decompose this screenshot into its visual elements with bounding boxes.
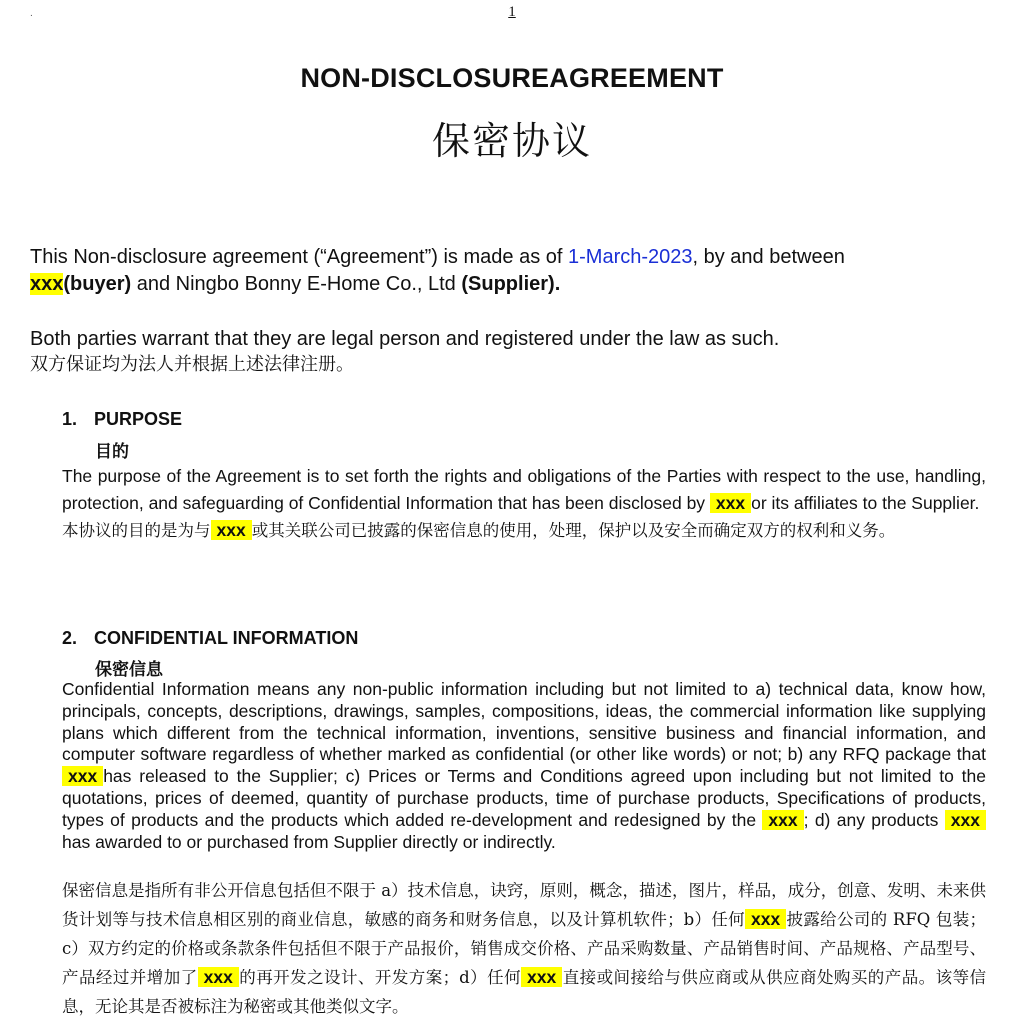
confidential-english-4: has awarded to or purchased from Supplier directly or indirectly. <box>62 831 556 852</box>
confidential-chinese-paragraph <box>62 876 986 1021</box>
document-title: NON-DISCLOSUREAGREEMENT <box>300 63 724 93</box>
section-subtitle-purpose: 目的 <box>95 442 129 462</box>
confidential-chinese-placeholder-3: xxx <box>521 967 562 987</box>
purpose-paragraph <box>62 463 986 544</box>
confidential-english-1: Confidential Information means any non-public information including but not limited to a) technical data, know how, principals, concepts, descriptions, drawings, samples, compositions, ideas, the commercial information like supplying plans which different from the technical information, inventions, sensitive business and financial information, and computer software regardless of whether marked as confidential (or other like words) or not; b) any RFQ package that <box>62 679 986 765</box>
warrant-chinese: 双方保证均为法人并根据上述法律注册。 <box>30 354 354 375</box>
intro-paragraph <box>30 244 910 298</box>
confidential-chinese-2: 披露给公司的 RFQ 包装；c）双方约定的价格或条款条件包括但不限于产品报价，销售成交价格、产品采购数量、产品销售时间、产品规格、产品型号、产品经过并增加了 <box>62 910 987 987</box>
confidential-english-placeholder-3: xxx <box>945 810 986 830</box>
purpose-english-1: The purpose of the Agreement is to set forth the rights and obligations of the Parties with respect to the use, handling, protection, and safeguarding of Confidential Information that has been disclosed by <box>62 466 986 513</box>
confidential-english-placeholder-2: xxx <box>762 810 803 830</box>
intro-text-2: , by and between <box>692 246 845 268</box>
warrant-paragraph <box>30 326 990 378</box>
section-number: 2. <box>62 628 78 648</box>
purpose-english-placeholder: xxx <box>710 493 751 513</box>
purpose-chinese-1: 本协议的目的是为与 <box>62 521 211 540</box>
confidential-english-placeholder-1: xxx <box>62 766 103 786</box>
intro-text-3: and Ningbo Bonny E-Home Co., Ltd <box>131 273 462 295</box>
section-number: 1. <box>62 409 78 429</box>
confidential-chinese-4: 直接或间接给与供应商或从供应商处购买的产品。该等信息，无论其是否被标注为秘密或其他类似文字。 <box>62 968 987 1016</box>
purpose-chinese-placeholder: xxx <box>211 520 252 540</box>
confidential-chinese-placeholder-2: xxx <box>198 967 239 987</box>
agreement-date: 1-March-2023 <box>568 246 693 268</box>
buyer-placeholder: xxx <box>30 273 64 295</box>
purpose-english-2: or its affiliates to the Supplier. <box>751 493 980 513</box>
confidential-english-2: has released to the Supplier; c) Prices or Terms and Conditions agreed upon including but not limited to the quotations, prices of deemed, quantity of purchase products, time of purchase products, Specifications of products, types of products and the products which added re-development and redesigned by the <box>62 766 986 830</box>
section-subtitle-confidential: 保密信息 <box>95 660 163 680</box>
corner-mark: . <box>30 8 33 19</box>
document-title-chinese: 保密协议 <box>431 119 592 163</box>
intro-text-1: This Non-disclosure agreement (“Agreement”) is made as of <box>30 246 568 268</box>
page-number-text: 1 <box>508 4 516 20</box>
confidential-english-paragraph <box>62 679 986 853</box>
confidential-chinese-3: 的再开发之设计、开发方案；d）任何 <box>238 968 522 987</box>
confidential-chinese-placeholder-1: xxx <box>745 909 786 929</box>
section-heading-purpose <box>62 409 182 430</box>
page-number <box>0 4 1024 21</box>
buyer-label: (buyer) <box>63 273 132 295</box>
section-heading-confidential <box>62 628 358 649</box>
section-title: CONFIDENTIAL INFORMATION <box>94 628 359 648</box>
section-title: PURPOSE <box>94 409 183 429</box>
supplier-label: (Supplier). <box>461 273 561 295</box>
confidential-chinese-1: 保密信息是指所有非公开信息包括但不限于 a）技术信息，诀窍，原则，概念，描述，图片，样品，成分，创意、发明、未来供货计划等与技术信息相区别的商业信息，敏感的商务和财务信息，以及计算机软件；b）任何 <box>62 881 986 929</box>
warrant-english: Both parties warrant that they are legal person and registered under the law as such. <box>30 328 780 350</box>
purpose-chinese-2: 或其关联公司已披露的保密信息的使用，处理，保护以及安全而确定双方的权利和义务。 <box>251 521 896 540</box>
confidential-english-3: ; d) any products <box>803 809 945 830</box>
